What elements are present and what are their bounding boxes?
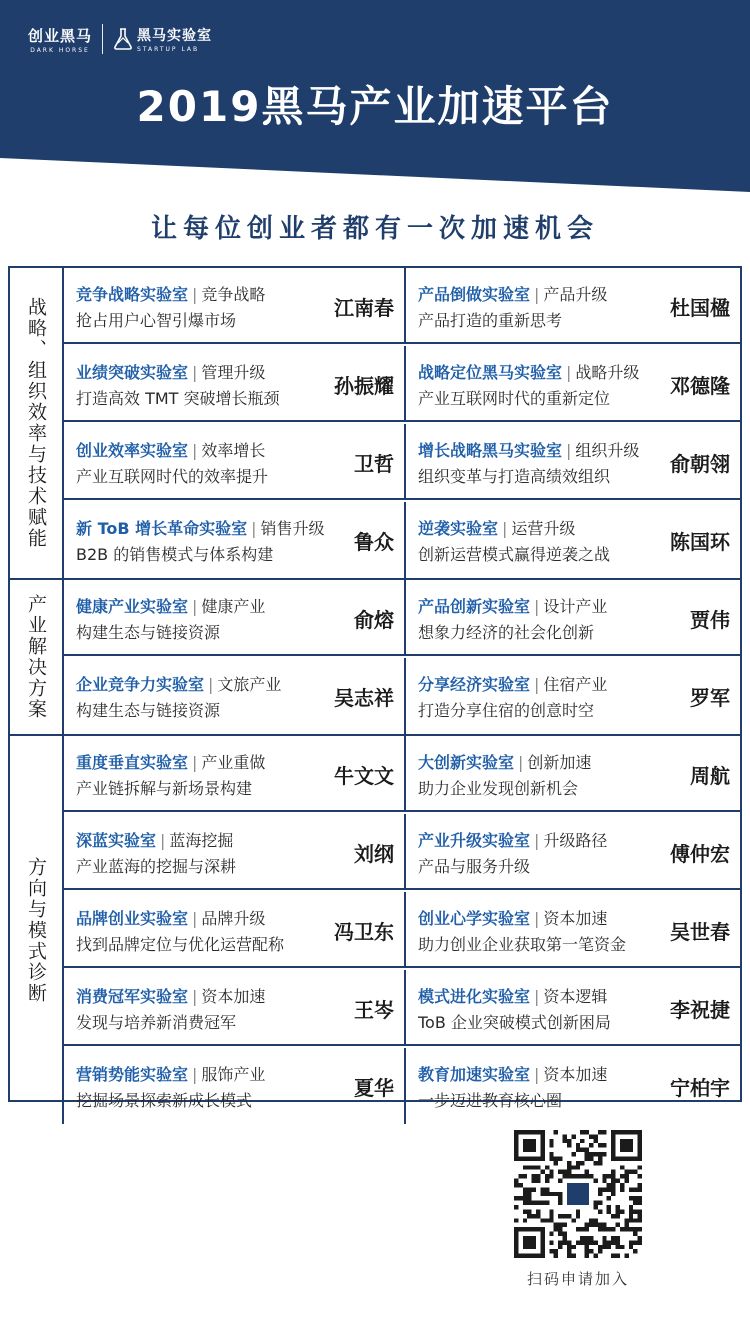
lab-tag: 战略升级 xyxy=(575,363,640,382)
lab-cell xyxy=(64,892,406,968)
lab-cell xyxy=(406,892,740,968)
lab-cell xyxy=(406,346,740,422)
lab-name: 战略定位黑马实验室 xyxy=(418,363,563,382)
lab-cell xyxy=(64,970,406,1046)
separator-bar: | xyxy=(566,363,572,382)
lab-tag: 住宿产业 xyxy=(543,675,608,694)
lab-title-line xyxy=(76,438,265,461)
header-band xyxy=(0,0,750,150)
category-label: 战略、组织效率与技术赋能 xyxy=(25,297,47,549)
section-1 xyxy=(10,268,740,580)
separator-bar: | xyxy=(502,519,508,538)
lab-description: 产业互联网时代的重新定位 xyxy=(418,389,611,408)
lab-tag: 资本加速 xyxy=(201,987,266,1006)
lab-name: 新 ToB 增长革命实验室 xyxy=(76,519,248,538)
lab-cell xyxy=(64,580,406,656)
qr-label: 扫码申请加入 xyxy=(526,1270,629,1288)
separator-bar: | xyxy=(534,285,540,304)
lab-tag: 品牌升级 xyxy=(201,909,266,928)
lab-title-line xyxy=(76,828,233,851)
lab-title-line xyxy=(76,282,265,305)
separator-bar: | xyxy=(534,597,540,616)
lab-cell xyxy=(64,1048,406,1124)
logo-right-zh: 黑马实验室 xyxy=(137,28,213,44)
lab-title-line xyxy=(418,828,607,851)
lab-title-line xyxy=(76,1062,265,1085)
mentor-name: 傅仲宏 xyxy=(670,842,730,866)
lab-name: 竞争战略实验室 xyxy=(76,285,189,304)
lab-name: 大创新实验室 xyxy=(418,753,515,772)
lab-tag: 资本加速 xyxy=(543,1065,608,1084)
lab-tag: 资本逻辑 xyxy=(543,987,608,1006)
lab-title-line xyxy=(76,360,265,383)
separator-bar: | xyxy=(192,909,198,928)
mentor-name: 俞朝翎 xyxy=(670,452,730,476)
lab-name: 品牌创业实验室 xyxy=(76,909,189,928)
mentor-name: 贾伟 xyxy=(690,608,730,632)
lab-name: 消费冠军实验室 xyxy=(76,987,189,1006)
lab-description: 产品与服务升级 xyxy=(418,857,531,876)
lab-tag: 运营升级 xyxy=(511,519,576,538)
lab-cell xyxy=(406,658,740,734)
lab-name: 逆袭实验室 xyxy=(418,519,499,538)
mentor-name: 吴世春 xyxy=(670,920,730,944)
lab-cell xyxy=(406,970,740,1046)
section-3 xyxy=(10,736,740,1124)
lab-description: 抢占用户心智引爆市场 xyxy=(76,311,237,330)
lab-name: 企业竞争力实验室 xyxy=(76,675,205,694)
mentor-name: 邓德隆 xyxy=(670,374,730,398)
category-label-cell xyxy=(10,736,64,1124)
lab-description: 助力企业发现创新机会 xyxy=(418,779,579,798)
separator-bar: | xyxy=(192,363,198,382)
lab-name: 创业心学实验室 xyxy=(418,909,531,928)
logos xyxy=(28,24,212,54)
mentor-name: 周航 xyxy=(690,764,730,788)
mentor-name: 江南春 xyxy=(334,296,394,320)
lab-title-line xyxy=(418,750,591,773)
lab-cell xyxy=(406,580,740,656)
category-label-cell xyxy=(10,580,64,734)
lab-cell xyxy=(406,268,740,344)
lab-tag: 蓝海挖掘 xyxy=(169,831,234,850)
lab-tag: 效率增长 xyxy=(201,441,266,460)
lab-cell xyxy=(64,814,406,890)
lab-title-line xyxy=(76,672,281,695)
lab-description: ToB 企业突破模式创新困局 xyxy=(418,1013,611,1032)
lab-title-line xyxy=(418,984,607,1007)
mentor-name: 牛文文 xyxy=(334,764,394,788)
lab-description: 想象力经济的社会化创新 xyxy=(418,623,595,642)
lab-tag: 产业重做 xyxy=(201,753,266,772)
logo-right-en: STARTUP LAB xyxy=(137,46,200,53)
separator-bar: | xyxy=(192,753,198,772)
lab-description: 挖掘场景探索新成长模式 xyxy=(76,1091,253,1110)
separator-bar: | xyxy=(160,831,166,850)
lab-name: 业绩突破实验室 xyxy=(76,363,189,382)
separator-bar: | xyxy=(208,675,214,694)
mentor-name: 夏华 xyxy=(354,1076,394,1100)
lab-description: 一步迈进教育核心圈 xyxy=(418,1091,563,1110)
mentor-name: 鲁众 xyxy=(354,530,394,554)
lab-title-line xyxy=(418,360,639,383)
lab-name: 分享经济实验室 xyxy=(418,675,531,694)
separator-bar: | xyxy=(192,1065,198,1084)
lab-name: 营销势能实验室 xyxy=(76,1065,189,1084)
lab-name: 增长战略黑马实验室 xyxy=(418,441,563,460)
separator-bar: | xyxy=(534,675,540,694)
lab-title-line xyxy=(418,438,639,461)
mentor-name: 李祝捷 xyxy=(670,998,730,1022)
lab-description: 产业蓝海的挖掘与深耕 xyxy=(76,857,237,876)
lab-cell xyxy=(406,1048,740,1124)
category-label: 方向与模式诊断 xyxy=(25,856,47,1004)
separator-bar: | xyxy=(251,519,257,538)
mentor-name: 杜国楹 xyxy=(670,296,730,320)
lab-tag: 设计产业 xyxy=(543,597,608,616)
mentor-name: 吴志祥 xyxy=(334,686,394,710)
mentor-name: 宁柏宇 xyxy=(670,1076,730,1100)
separator-bar: | xyxy=(518,753,524,772)
lab-tag: 创新加速 xyxy=(527,753,592,772)
lab-title-line xyxy=(418,282,607,305)
separator-bar: | xyxy=(534,831,540,850)
lab-title-line xyxy=(418,516,575,539)
separator-bar: | xyxy=(566,441,572,460)
lab-tag: 升级路径 xyxy=(543,831,608,850)
lab-name: 创业效率实验室 xyxy=(76,441,189,460)
lab-cell xyxy=(64,268,406,344)
lab-cell xyxy=(64,424,406,500)
lab-tag: 管理升级 xyxy=(201,363,266,382)
lab-name: 产品倒做实验室 xyxy=(418,285,531,304)
lab-description: 打造分享住宿的创意时空 xyxy=(418,701,595,720)
mentor-name: 冯卫东 xyxy=(334,920,394,944)
lab-title-line xyxy=(76,594,265,617)
lab-title-line xyxy=(76,984,265,1007)
flask-icon xyxy=(113,28,133,50)
lab-title-line xyxy=(418,672,607,695)
section-2 xyxy=(10,580,740,736)
lab-title-line xyxy=(418,906,607,929)
lab-title-line xyxy=(76,516,325,539)
lab-description: 产业互联网时代的效率提升 xyxy=(76,467,269,486)
lab-cell xyxy=(64,658,406,734)
lab-cell xyxy=(64,736,406,812)
lab-description: 发现与培养新消费冠军 xyxy=(76,1013,237,1032)
lab-description: 找到品牌定位与优化运营配称 xyxy=(76,935,285,954)
lab-tag: 竞争战略 xyxy=(201,285,266,304)
lab-name: 产业升级实验室 xyxy=(418,831,531,850)
lab-description: 打造高效 TMT 突破增长瓶颈 xyxy=(76,389,280,408)
mentor-name: 孙振耀 xyxy=(334,374,394,398)
lab-name: 教育加速实验室 xyxy=(418,1065,531,1084)
lab-title-line xyxy=(418,1062,607,1085)
mentor-name: 刘纲 xyxy=(354,842,394,866)
lab-tag: 服饰产业 xyxy=(201,1065,266,1084)
lab-description: 助力创业企业获取第一笔资金 xyxy=(418,935,627,954)
lab-grid xyxy=(8,266,742,1110)
lab-name: 模式进化实验室 xyxy=(418,987,531,1006)
lab-tag: 资本加速 xyxy=(543,909,608,928)
lab-name: 深蓝实验室 xyxy=(76,831,157,850)
lab-description: 产业链拆解与新场景构建 xyxy=(76,779,253,798)
category-label-cell xyxy=(10,268,64,578)
separator-bar: | xyxy=(192,441,198,460)
lab-title-line xyxy=(76,906,265,929)
separator-bar: | xyxy=(534,1065,540,1084)
lab-title-line xyxy=(418,594,607,617)
category-label: 产业解决方案 xyxy=(25,594,47,720)
logo-divider xyxy=(102,24,103,54)
separator-bar: | xyxy=(192,285,198,304)
lab-name: 健康产业实验室 xyxy=(76,597,189,616)
lab-tag: 销售升级 xyxy=(260,519,325,538)
mentor-name: 卫哲 xyxy=(354,452,394,476)
lab-tag: 组织升级 xyxy=(575,441,640,460)
mentor-name: 罗军 xyxy=(690,686,730,710)
lab-tag: 健康产业 xyxy=(201,597,266,616)
dark-horse-logo xyxy=(28,25,92,54)
separator-bar: | xyxy=(534,987,540,1006)
separator-bar: | xyxy=(534,909,540,928)
lab-tag: 产品升级 xyxy=(543,285,608,304)
lab-title-line xyxy=(76,750,265,773)
lab-cell xyxy=(406,424,740,500)
lab-cell xyxy=(406,502,740,578)
lab-description: 组织变革与打造高绩效组织 xyxy=(418,467,611,486)
mentor-name: 王岑 xyxy=(354,998,394,1022)
lab-tag: 文旅产业 xyxy=(217,675,282,694)
logo-left-en: DARK HORSE xyxy=(30,46,90,54)
lab-description: B2B 的销售模式与体系构建 xyxy=(76,545,274,564)
header-wedge xyxy=(0,150,750,200)
separator-bar: | xyxy=(192,987,198,1006)
lab-cell xyxy=(64,502,406,578)
logo-left-zh: 创业黑马 xyxy=(28,26,93,45)
startup-lab-logo xyxy=(113,25,212,53)
subtitle: 让每位创业者都有一次加速机会 xyxy=(150,214,599,244)
lab-cell xyxy=(406,736,740,812)
lab-name: 重度垂直实验室 xyxy=(76,753,189,772)
lab-cell xyxy=(406,814,740,890)
qr-code xyxy=(514,1130,642,1258)
lab-cell xyxy=(64,346,406,422)
separator-bar: | xyxy=(192,597,198,616)
lab-description: 构建生态与链接资源 xyxy=(76,623,221,642)
page-title: 2019黑马产业加速平台 xyxy=(136,82,614,131)
mentor-name: 陈国环 xyxy=(670,530,730,554)
lab-name: 产品创新实验室 xyxy=(418,597,531,616)
mentor-name: 俞熔 xyxy=(354,608,394,632)
lab-description: 构建生态与链接资源 xyxy=(76,701,221,720)
lab-description: 产品打造的重新思考 xyxy=(418,311,563,330)
lab-description: 创新运营模式赢得逆袭之战 xyxy=(418,545,611,564)
